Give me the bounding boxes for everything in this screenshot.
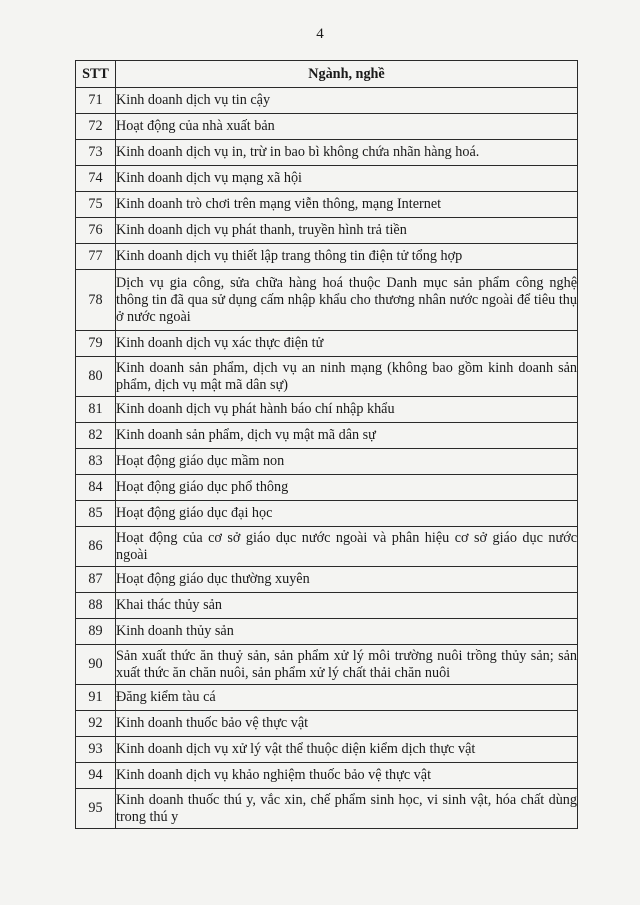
table-row xyxy=(76,397,578,423)
table-row xyxy=(76,737,578,763)
stt-column-header: STT xyxy=(76,61,116,88)
table-row xyxy=(76,567,578,593)
table-row xyxy=(76,645,578,685)
table-row xyxy=(76,192,578,218)
row-number: 95 xyxy=(76,789,116,829)
row-business-line: Hoạt động giáo dục thường xuyên xyxy=(116,567,578,593)
row-number: 76 xyxy=(76,218,116,244)
row-number: 79 xyxy=(76,331,116,357)
row-number: 92 xyxy=(76,711,116,737)
row-number: 81 xyxy=(76,397,116,423)
row-number: 84 xyxy=(76,475,116,501)
row-number: 74 xyxy=(76,166,116,192)
business-lines-table xyxy=(75,60,578,829)
row-number: 71 xyxy=(76,88,116,114)
row-business-line: Hoạt động giáo dục đại học xyxy=(116,501,578,527)
row-business-line: Kinh doanh dịch vụ xử lý vật thể thuộc diện kiểm dịch thực vật xyxy=(116,737,578,763)
table-row xyxy=(76,114,578,140)
row-number: 80 xyxy=(76,357,116,397)
row-business-line: Kinh doanh dịch vụ mạng xã hội xyxy=(116,166,578,192)
table-row xyxy=(76,475,578,501)
row-business-line: Kinh doanh dịch vụ in, trừ in bao bì không chứa nhãn hàng hoá. xyxy=(116,140,578,166)
page-number: 4 xyxy=(316,26,324,42)
table-row xyxy=(76,763,578,789)
table-row xyxy=(76,166,578,192)
row-business-line: Kinh doanh trò chơi trên mạng viễn thông, mạng Internet xyxy=(116,192,578,218)
table-row xyxy=(76,140,578,166)
table-row xyxy=(76,423,578,449)
table-row xyxy=(76,501,578,527)
row-number: 90 xyxy=(76,645,116,685)
row-business-line: Kinh doanh dịch vụ thiết lập trang thông tin điện tử tổng hợp xyxy=(116,244,578,270)
table-row xyxy=(76,593,578,619)
row-number: 78 xyxy=(76,270,116,331)
row-business-line: Kinh doanh thuốc bảo vệ thực vật xyxy=(116,711,578,737)
row-business-line: Kinh doanh dịch vụ khảo nghiệm thuốc bảo vệ thực vật xyxy=(116,763,578,789)
table-row xyxy=(76,270,578,331)
row-business-line: Đăng kiểm tàu cá xyxy=(116,685,578,711)
row-business-line: Kinh doanh dịch vụ phát thanh, truyền hình trả tiền xyxy=(116,218,578,244)
row-business-line: Hoạt động giáo dục phổ thông xyxy=(116,475,578,501)
row-business-line: Hoạt động của cơ sở giáo dục nước ngoài và phân hiệu cơ sở giáo dục nước ngoài xyxy=(116,527,578,567)
row-number: 93 xyxy=(76,737,116,763)
row-number: 85 xyxy=(76,501,116,527)
row-business-line: Kinh doanh thuốc thú y, vắc xin, chế phẩm sinh học, vi sinh vật, hóa chất dùng trong thú y xyxy=(116,789,578,829)
row-business-line: Hoạt động của nhà xuất bản xyxy=(116,114,578,140)
row-business-line: Kinh doanh thủy sản xyxy=(116,619,578,645)
table-row xyxy=(76,619,578,645)
row-business-line: Kinh doanh dịch vụ xác thực điện tử xyxy=(116,331,578,357)
row-business-line: Hoạt động giáo dục mầm non xyxy=(116,449,578,475)
table-row xyxy=(76,685,578,711)
row-number: 87 xyxy=(76,567,116,593)
row-business-line: Dịch vụ gia công, sửa chữa hàng hoá thuộc Danh mục sản phẩm công nghệ thông tin đã qua sử dụng cấm nhập khẩu cho thương nhân nước ngoài để tiêu thụ ở nước ngoài xyxy=(116,270,578,331)
row-number: 94 xyxy=(76,763,116,789)
row-number: 75 xyxy=(76,192,116,218)
row-business-line: Kinh doanh sản phẩm, dịch vụ mật mã dân sự xyxy=(116,423,578,449)
table-row xyxy=(76,527,578,567)
table-row xyxy=(76,218,578,244)
table-row xyxy=(76,331,578,357)
row-number: 82 xyxy=(76,423,116,449)
row-business-line: Kinh doanh dịch vụ tin cậy xyxy=(116,88,578,114)
row-business-line: Kinh doanh sản phẩm, dịch vụ an ninh mạng (không bao gồm kinh doanh sản phẩm, dịch vụ mật mã dân sự) xyxy=(116,357,578,397)
row-business-line: Sản xuất thức ăn thuỷ sản, sản phẩm xử lý môi trường nuôi trồng thủy sản; sản xuất thức ăn chăn nuôi, sản phẩm xử lý chất thải chăn nuôi xyxy=(116,645,578,685)
row-business-line: Khai thác thủy sản xyxy=(116,593,578,619)
row-number: 91 xyxy=(76,685,116,711)
row-number: 83 xyxy=(76,449,116,475)
row-number: 73 xyxy=(76,140,116,166)
row-number: 89 xyxy=(76,619,116,645)
table-row xyxy=(76,449,578,475)
row-number: 72 xyxy=(76,114,116,140)
row-business-line: Kinh doanh dịch vụ phát hành báo chí nhập khẩu xyxy=(116,397,578,423)
table-row xyxy=(76,789,578,829)
table-row xyxy=(76,357,578,397)
table-row xyxy=(76,88,578,114)
table-header-row xyxy=(76,61,578,88)
table-row xyxy=(76,244,578,270)
name-column-header: Ngành, nghề xyxy=(116,61,578,88)
row-number: 88 xyxy=(76,593,116,619)
row-number: 77 xyxy=(76,244,116,270)
table-row xyxy=(76,711,578,737)
row-number: 86 xyxy=(76,527,116,567)
